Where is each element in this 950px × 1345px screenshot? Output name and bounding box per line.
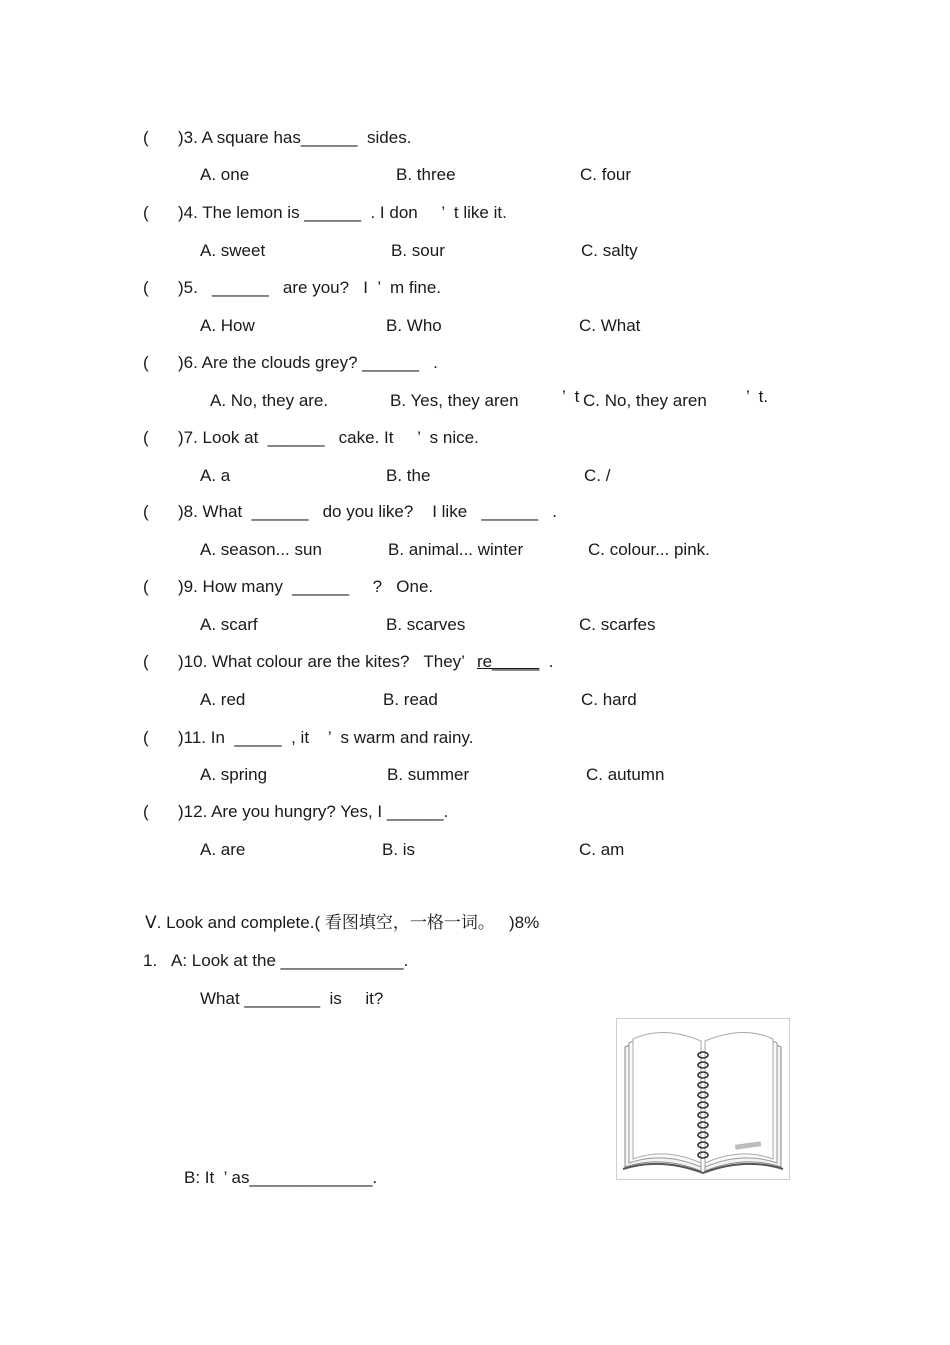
notebook-picture: [616, 1018, 790, 1180]
option-c: C. colour... pink.: [588, 540, 710, 559]
option-b: B. summer: [387, 765, 470, 784]
answer-blank: (: [143, 652, 149, 671]
question-number: 1.: [143, 951, 158, 970]
option-b: B. read: [383, 690, 438, 709]
option-b: B. is: [382, 840, 416, 859]
answer-blank: (: [143, 278, 149, 297]
option-b: B. animal... winter: [388, 540, 524, 559]
option-a: A. How: [200, 316, 255, 335]
section-heading: Ⅴ. Look and complete.( 看图填空，一格一词。 )8%: [145, 913, 540, 932]
answer-blank: (: [143, 128, 149, 147]
question-10: )10. What colour are the kites? They’ re_____ .: [178, 652, 554, 671]
option-c: C. /: [584, 466, 611, 485]
option-b: B. Yes, they aren: [390, 391, 519, 410]
option-c: C. salty: [581, 241, 638, 260]
option-a: A. red: [200, 690, 246, 709]
option-b: B. the: [386, 466, 431, 485]
option-a: A. spring: [200, 765, 268, 784]
answer-blank: (: [143, 203, 149, 222]
option-c: C. scarfes: [579, 615, 656, 634]
option-c: C. am: [579, 840, 625, 859]
notebook-icon: [617, 1019, 789, 1179]
option-b: B. three: [396, 165, 456, 184]
option-b: B. Who: [386, 316, 442, 335]
answer-blank: (: [143, 428, 149, 447]
option-c: C. hard: [581, 690, 637, 709]
option-b: B. scarves: [386, 615, 466, 634]
option-c: C. No, they aren: [583, 391, 707, 410]
answer-blank: (: [143, 353, 149, 372]
question-8: )8. What ______ do you like? I like ______ .: [178, 502, 557, 521]
option-a: A. scarf: [200, 615, 258, 634]
option-b: B. sour: [391, 241, 445, 260]
option-a: A. a: [200, 466, 231, 485]
option-a: A. one: [200, 165, 250, 184]
option-c: C. autumn: [586, 765, 665, 784]
option-a: A. are: [200, 840, 246, 859]
question-4: )4. The lemon is ______ . I don ’ t like it.: [178, 203, 507, 222]
question-5: )5. ______ are you? I ’ m fine.: [178, 278, 442, 297]
option-c-apostrophe: ’ t.: [746, 387, 769, 406]
question-6: )6. Are the clouds grey? ______ .: [178, 353, 438, 372]
answer-blank: (: [143, 502, 149, 521]
option-c: C. four: [580, 165, 632, 184]
option-c: C. What: [579, 316, 641, 335]
answer-blank: (: [143, 728, 149, 747]
option-a: A. sweet: [200, 241, 266, 260]
dialogue-line-what: What ________ is it?: [200, 989, 384, 1008]
dialogue-line-b: B: It ’ as_____________.: [184, 1168, 378, 1187]
question-3: )3. A square has______ sides.: [178, 128, 412, 147]
option-a: A. season... sun: [200, 540, 322, 559]
question-7: )7. Look at ______ cake. It ’ s nice.: [178, 428, 479, 447]
question-9: )9. How many ______ ? One.: [178, 577, 434, 596]
dialogue-line-a: A: Look at the _____________.: [171, 951, 409, 970]
answer-blank: (: [143, 577, 149, 596]
option-a: A. No, they are.: [210, 391, 329, 410]
question-12: )12. Are you hungry? Yes, I ______.: [178, 802, 449, 821]
answer-blank: (: [143, 802, 149, 821]
option-b-apostrophe: ’ t: [562, 387, 580, 406]
question-11: )11. In _____ , it ’ s warm and rainy.: [178, 728, 474, 747]
